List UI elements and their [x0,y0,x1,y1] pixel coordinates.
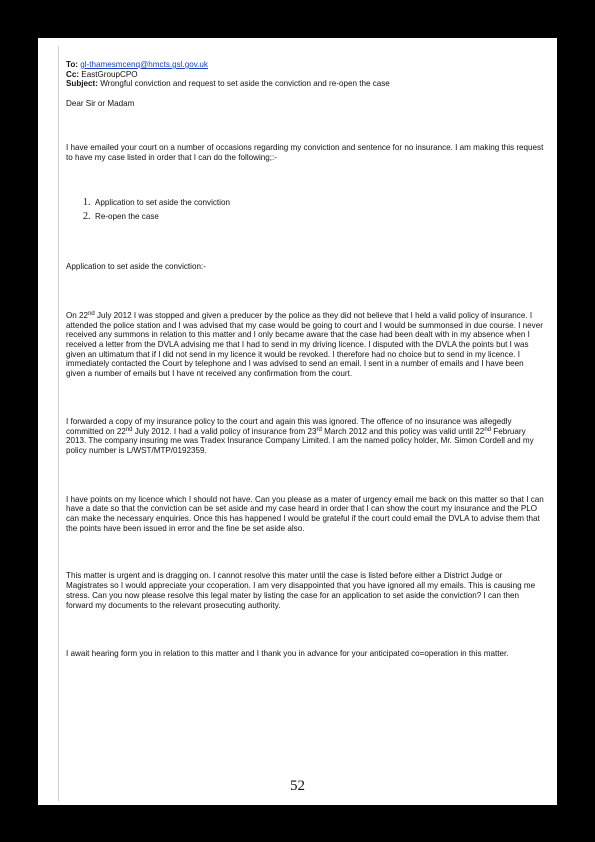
superscript: nd [88,310,95,317]
paragraph-incident [66,311,544,379]
cc-value: EastGroupCPO [81,69,138,79]
text-run: July 2012. I had a valid policy of insurance from 23 [132,426,317,436]
greeting: Dear Sir or Madam [66,99,135,109]
text-run: July 2012 I was stopped and given a preducer by the police as they did not believe that I held a valid policy of insurance. I attended the police station and I was advised that my case would be going to court and I would be summonsed in due course. I never received any summons in relation to this matter and I only became aware that the case had been dealt with in my absence when I received a letter from the DVLA advising me that I had to send in my driving licence. I disputed with the DVLA the points but I was given an ultimatum that if I did not send in my licence it would be revoked. I therefore had no choice but to send in my licence. I immediately contacted the Court by telephone and I was advised to send an email. I sent in a number of emails and I have been given a number of emails but I have nt received any confirmation from the court. [66,310,543,379]
to-label: To: [66,60,78,69]
page-number: 52 [290,778,305,794]
document-page [38,38,557,805]
cc-label: Cc: [66,69,80,79]
paragraph-insurance [66,417,544,456]
text-run: I forwarded a copy of my insurance policy to the court and again this was ignored. The offence of no insurance was allegedly committed on 22 [66,416,512,436]
to-line [66,60,544,70]
superscript: nd [125,426,133,433]
email-body [66,60,544,659]
subject-line [66,79,544,89]
section-heading: Application to set aside the conviction:- [66,262,206,272]
request-list [66,196,544,224]
margin-rule [58,46,59,801]
text-run: On 22 [66,310,89,320]
subject-value: Wrongful conviction and request to set aside the conviction and re-open the case [100,79,390,89]
list-item: 2. Re-open the case [93,210,544,224]
superscript: rd [316,426,322,433]
list-item: 1. Application to set aside the conviction [93,196,544,210]
to-email-link[interactable]: gl-thamesmcenq@hmcts.gsl.gov.uk [80,60,208,69]
paragraph-closing: I await hearing form you in relation to this matter and I thank you in advance for your anticipated co=operation in this matter. [66,649,509,659]
paragraph-urgency: This matter is urgent and is dragging on. I cannot resolve this mater until the case is listed before either a District Judge or Magistrates so I would appreciate your ccoperation. I am very disappointed that you have ignored all my emails. This is causing me stress. Can you now please resolve this legal mater by listing the case for an application to set aside the conviction? I can then forward my documents to the relevant prosecuting authority. [66,571,536,610]
intro-paragraph: I have emailed your court on a number of occasions regarding my conviction and sentence for no insurance. I am making this request to have my case listed in order that I can do the following;:- [66,142,544,162]
subject-label: Subject: [66,79,98,89]
superscript: nd [484,426,491,433]
text-run: February 2013. The company insuring me was Tradex Insurance Company Limited. I am the named policy holder, Mr. Simon Cordell and my policy number is L/WST/MTP/0192359. [66,426,534,455]
text-run: March 2012 and this policy was valid until 22 [321,426,485,436]
cc-line [66,70,544,80]
paragraph-licence-points: I have points on my licence which I should not have. Can you please as a mater of urgency email me back on this matter so that I can have a date so that the conviction can be set aside and my case heard in order that I can show the court my insurance and the PLO can make the necessary enquiries. Once this has happened I would be grateful if the court could email the DVLA to advise them that the points have been issued in error and the fine be set aside also. [66,494,544,533]
